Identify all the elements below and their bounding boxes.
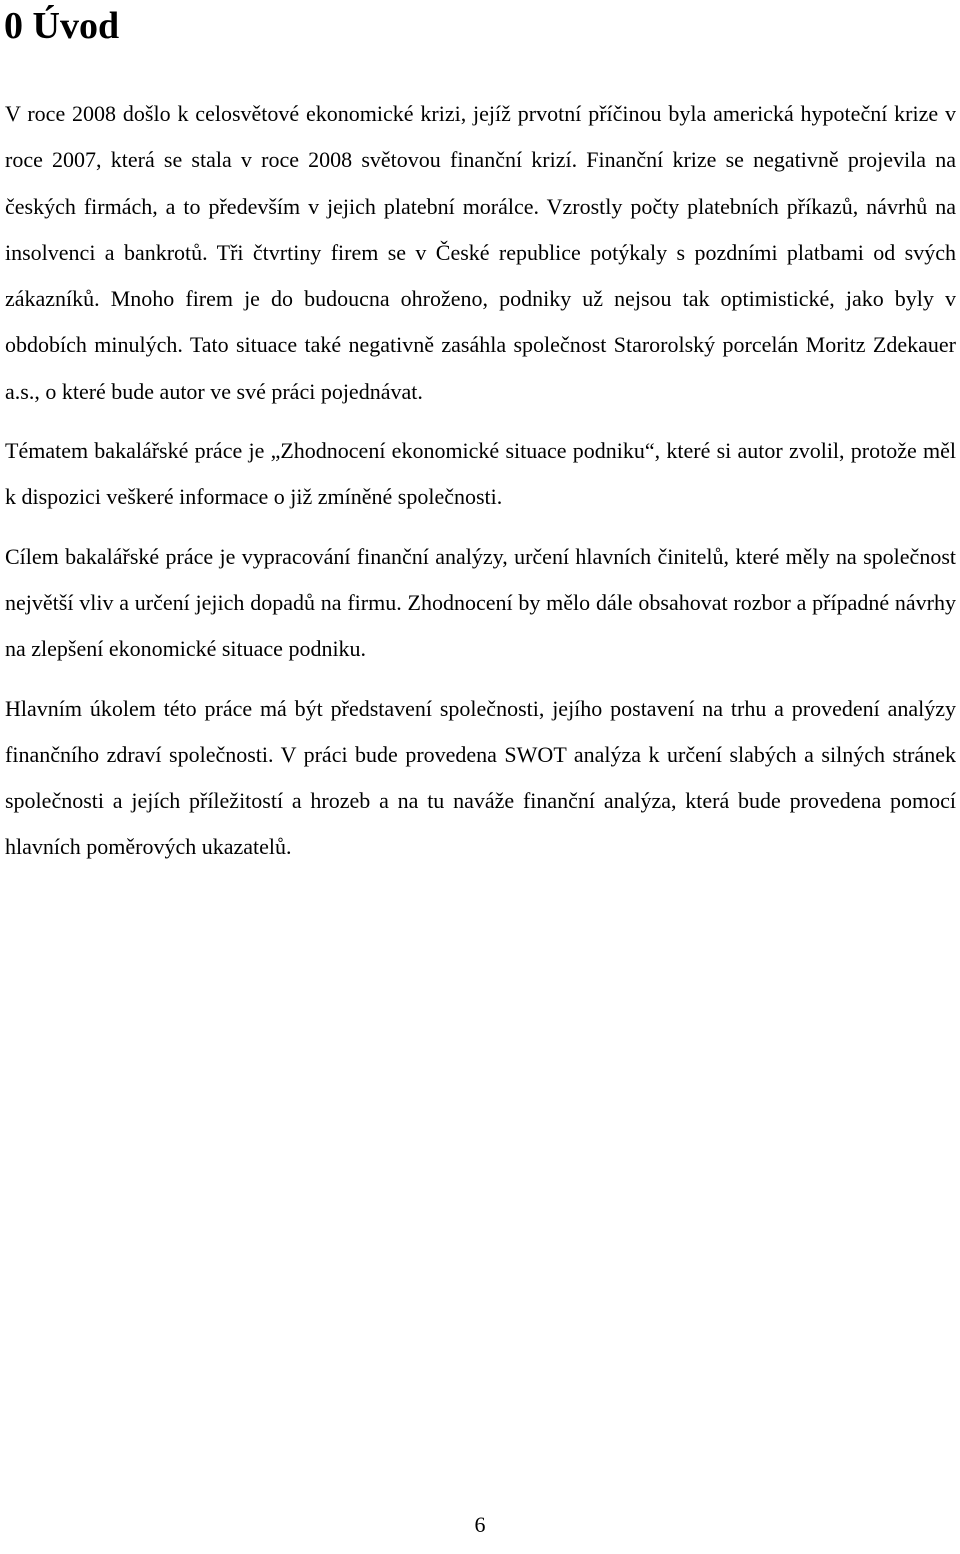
paragraph-goal: Cílem bakalářské práce je vypracování finanční analýzy, určení hlavních činitelů, které měly na společnost největší vliv a určení jejich dopadů na firmu. Zhodnocení by mělo dále obsahovat rozbor a případné návrhy na zlepšení ekonomické situace podniku. bbox=[5, 543, 956, 662]
chapter-heading: 0 Úvod bbox=[4, 5, 120, 47]
paragraph-task: Hlavním úkolem této práce má být představení společnosti, jejího postavení na trhu a provedení analýzy finančního zdraví společnosti. V práci bude provedena SWOT analýza k určení slabých a silných stránek společnosti a jejích příležitostí a hrozeb a na tu naváže finanční analýza, která bude provedena pomocí hlavních poměrových ukazatelů. bbox=[5, 695, 956, 860]
paragraph-topic: Tématem bakalářské práce je „Zhodnocení ekonomické situace podniku“, které si autor zvolil, protože měl k dispozici veškeré informace o již zmíněné společnosti. bbox=[5, 438, 956, 510]
paragraph-intro: V roce 2008 došlo k celosvětové ekonomické krizi, jejíž prvotní příčinou byla americká hypoteční krize v roce 2007, která se stala v roce 2008 světovou finanční krizí. Finanční krize se negativně projevila na českých firmách, a to především v jejich platební morálce. Vzrostly počty platebních příkazů, návrhů na insolvenci a bankrotů. Tři čtvrtiny firem se v České republice potýkaly s pozdními platbami od svých zákazníků. Mnoho firem je do budoucna ohroženo, podniky už nejsou tak optimistické, jako byly v obdobích minulých. Tato situace také negativně zasáhla společnost Starorolský porcelán Moritz Zdekauer a.s., o které bude autor ve své práci pojednávat. bbox=[5, 101, 956, 404]
page-number: 6 bbox=[474, 1512, 486, 1537]
body-text bbox=[5, 91, 956, 871]
